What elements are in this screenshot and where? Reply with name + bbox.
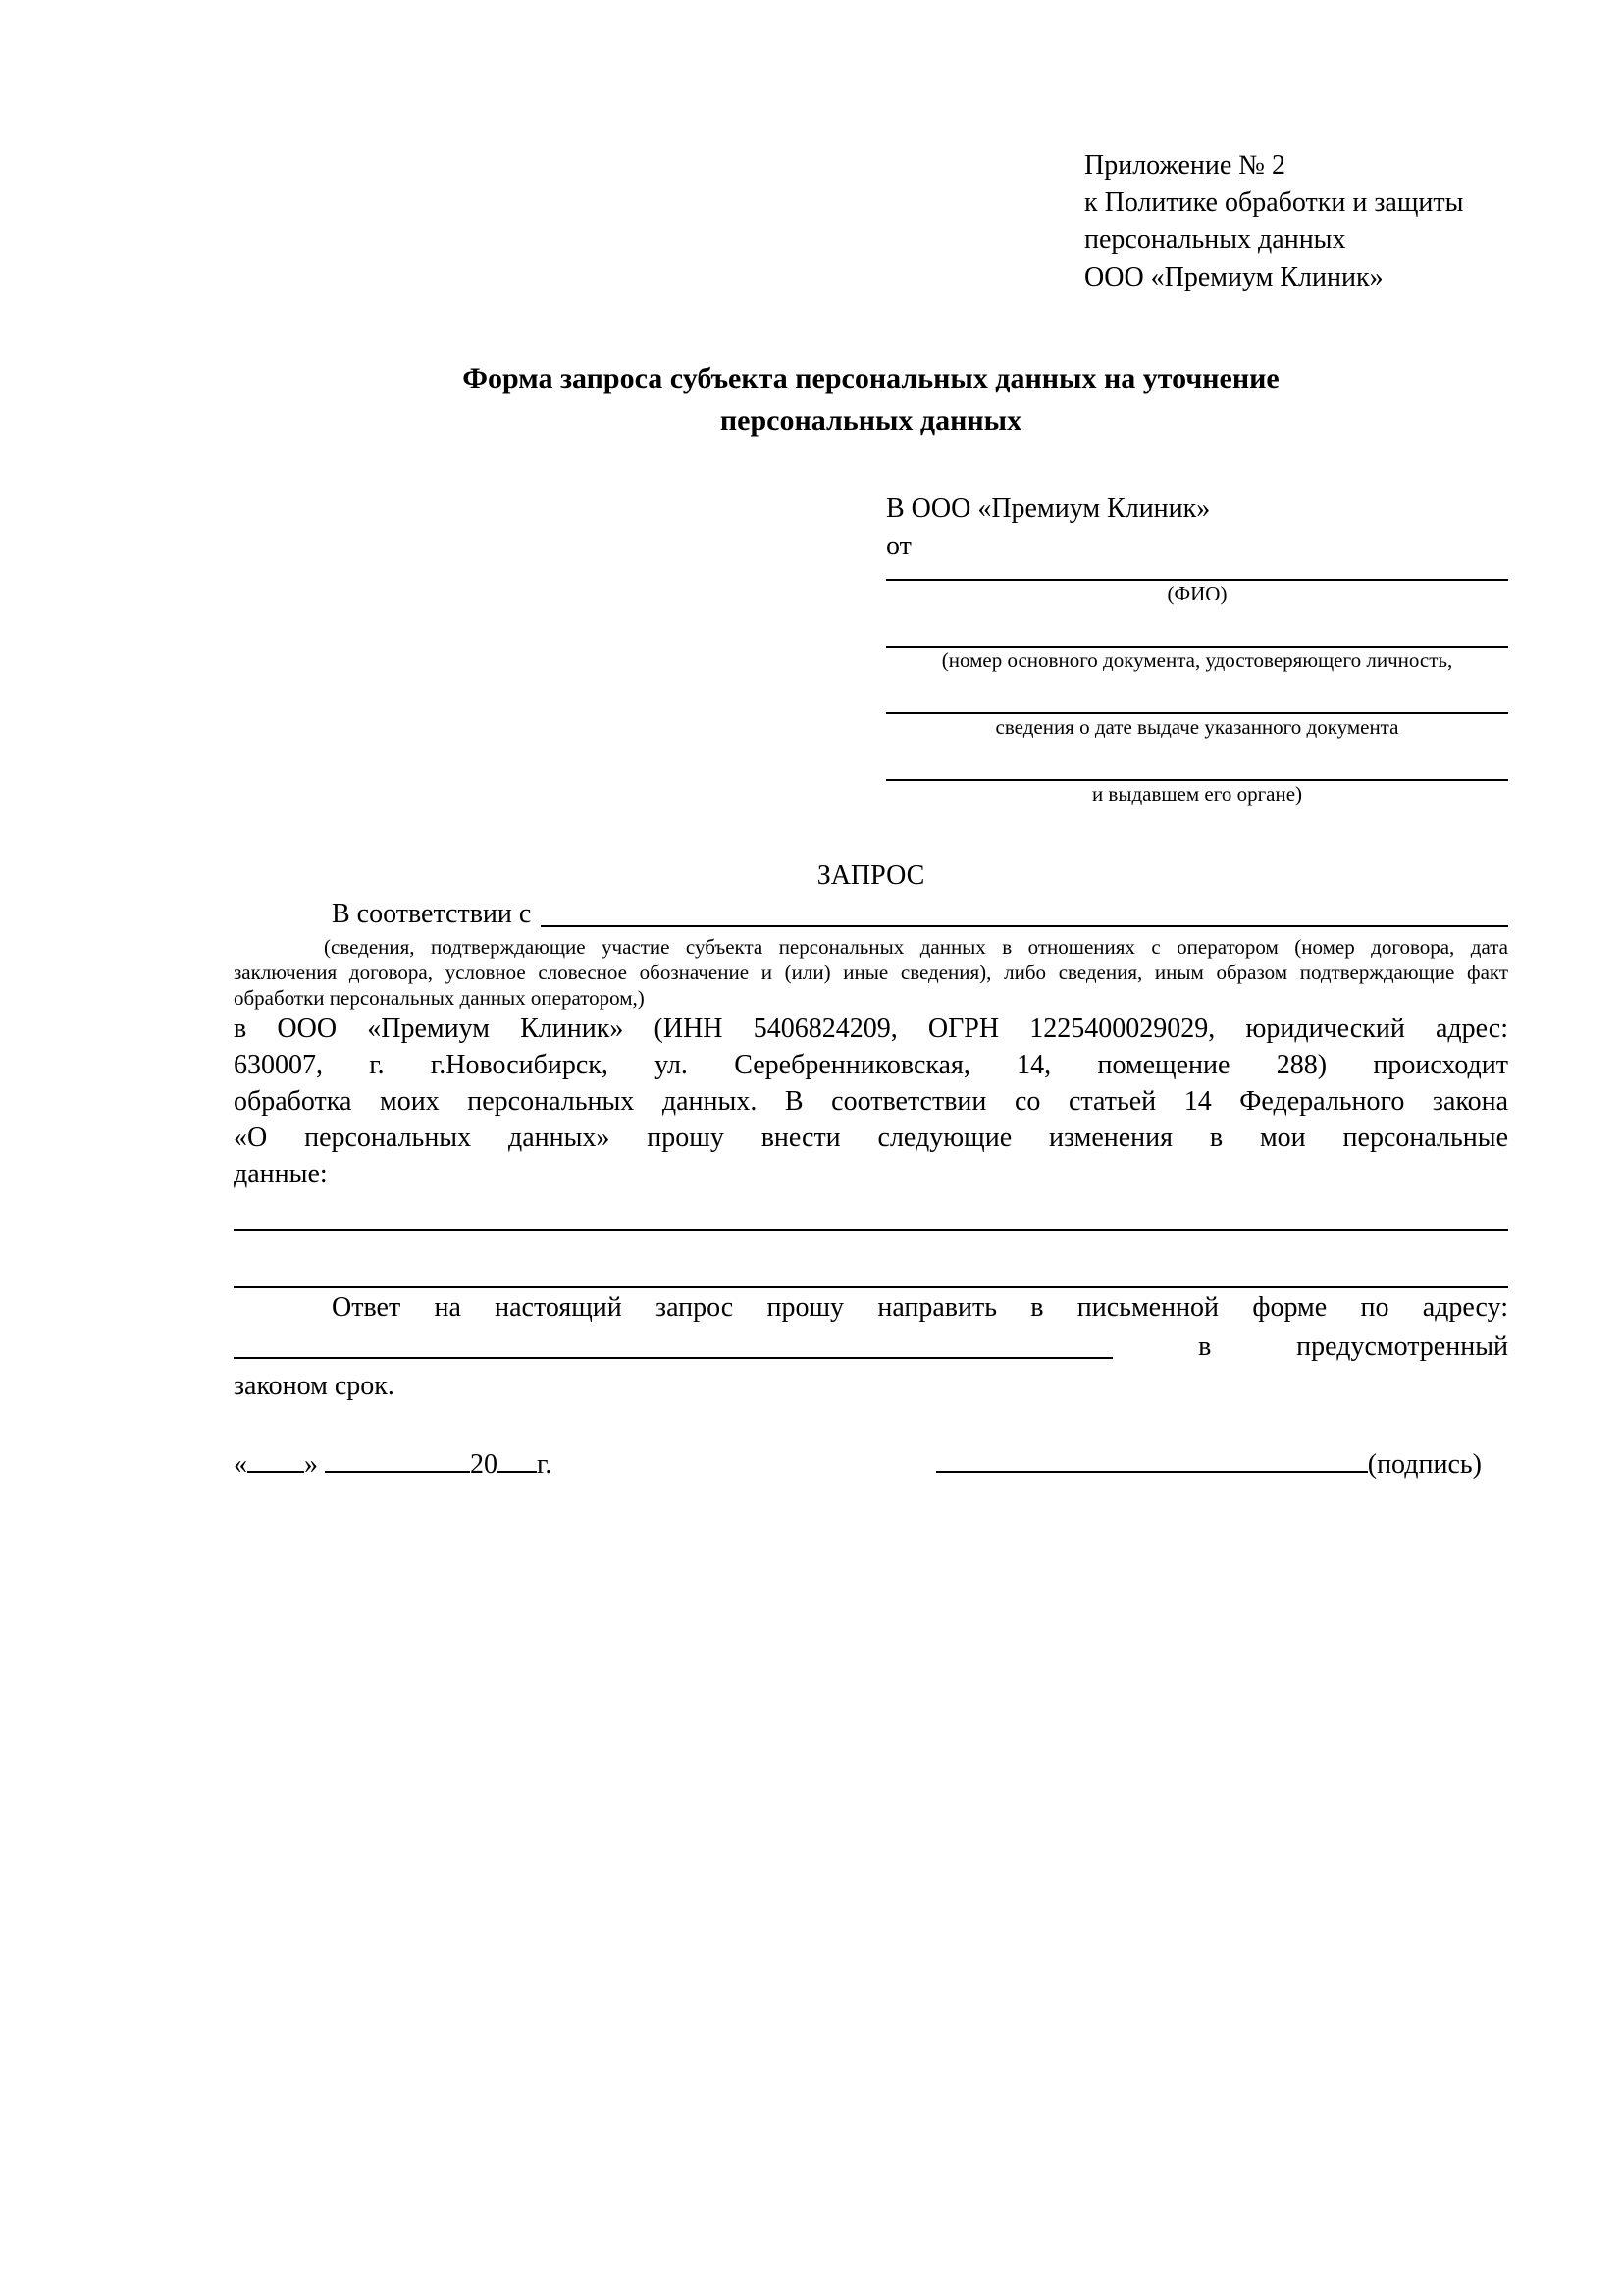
issue-date-field-caption: сведения о дате выдаче указанного документа <box>995 715 1399 739</box>
basis-footnote <box>234 934 1508 1011</box>
changes-blank-line <box>234 1192 1508 1231</box>
issue-date-field <box>886 712 1508 740</box>
appendix-line: персональных данных <box>1084 225 1346 255</box>
answer-word: предусмотренный <box>1296 1331 1508 1362</box>
addressee-from-label: от <box>886 531 912 561</box>
fio-field-caption: (ФИО) <box>1167 582 1228 605</box>
issuing-authority-field <box>886 779 1508 807</box>
date-year-blank <box>497 1447 537 1473</box>
address-blank-line <box>234 1357 1113 1359</box>
answer-line: законом срок. <box>234 1371 394 1401</box>
body-line: в ООО «Премиум Клиник» (ИНН 5406824209, ОГРН 1225400029029, юридический адрес: <box>234 1014 1508 1044</box>
appendix-line: Приложение № 2 <box>1084 150 1285 181</box>
basis-line <box>234 895 1508 934</box>
body-line: обработка моих персональных данных. В соответствии со статьей 14 Федерального закона <box>234 1086 1508 1117</box>
issuing-authority-field-caption: и выдавшем его органе) <box>1091 782 1303 806</box>
date-group <box>234 1447 551 1483</box>
body-line: данные: <box>234 1159 328 1189</box>
close-quote: » <box>304 1449 318 1480</box>
document-number-field <box>886 646 1508 673</box>
addressee-to: В ООО «Премиум Клиник» <box>886 494 1211 524</box>
appendix-line: ООО «Премиум Клиник» <box>1084 262 1384 292</box>
open-quote: « <box>234 1449 247 1480</box>
appendix-block <box>1084 147 1508 296</box>
answer-word: в <box>1198 1331 1212 1362</box>
basis-label: В соответствии с <box>332 899 532 929</box>
answer-line: Ответ на настоящий запрос прошу направить в письменной форме по адресу: <box>332 1292 1508 1323</box>
body-line: 630007, г. г.Новосибирск, ул. Серебренниковская, 14, помещение 288) происходит <box>234 1050 1508 1080</box>
answer-address-row <box>234 1328 1508 1367</box>
body-line: «О персональных данных» прошу внести следующие изменения в мои персональные <box>234 1122 1508 1153</box>
body-paragraph <box>234 1011 1508 1192</box>
addressee-block <box>886 491 1508 807</box>
basis-blank-line <box>541 895 1508 927</box>
signature-caption: (подпись) <box>1367 1449 1482 1480</box>
page-title <box>234 357 1508 442</box>
footnote-line: обработки персональных данных оператором,) <box>234 986 645 1010</box>
changes-blank-line <box>234 1231 1508 1288</box>
signature-blank-line <box>936 1447 1368 1473</box>
appendix-line: к Политике обработки и защиты <box>1084 187 1464 218</box>
page-title-line: Форма запроса субъекта персональных данных на уточнение <box>462 362 1280 394</box>
request-heading: ЗАПРОС <box>816 861 925 891</box>
answer-paragraph <box>234 1288 1508 1406</box>
date-century: 20 <box>470 1449 497 1480</box>
date-day-blank <box>247 1447 304 1473</box>
fio-field <box>886 579 1508 606</box>
date-month-blank <box>325 1447 470 1473</box>
document-number-field-caption: (номер основного документа, удостоверяющего личность, <box>941 649 1453 672</box>
signature-group <box>936 1447 1482 1483</box>
footnote-line: заключения договора, условное словесное обозначение и (или) иные сведения), либо сведения, иным образом подтверждающие факт <box>234 961 1508 984</box>
date-year-suffix: г. <box>537 1449 552 1480</box>
page-title-line: персональных данных <box>719 404 1022 437</box>
footnote-line: (сведения, подтверждающие участие субъекта персональных данных в отношениях с оператором (номер договора, дата <box>324 935 1508 959</box>
date-signature-row <box>234 1447 1508 1483</box>
